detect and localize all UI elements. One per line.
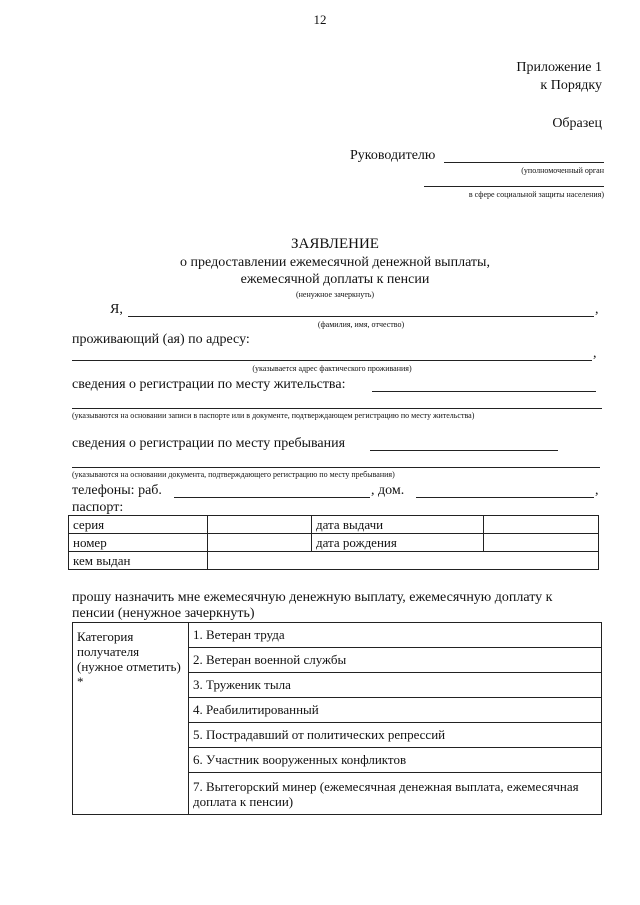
passport-issued-by-label: кем выдан [69, 552, 208, 570]
title-line3: ежемесячной доплаты к пенсии [240, 272, 430, 287]
address-hint: (указывается адрес фактического проживания) [252, 364, 412, 373]
reg-stay-line1[interactable] [370, 450, 558, 451]
passport-issued-by-value[interactable] [208, 552, 599, 570]
phone-work-line[interactable] [174, 497, 370, 498]
sample-label: Образец [552, 116, 602, 131]
category-option-1[interactable]: 1. Ветеран труда [189, 623, 602, 648]
passport-series-value[interactable] [208, 516, 312, 534]
i-comma: , [595, 302, 599, 317]
reg-stay-line2[interactable] [72, 467, 600, 468]
category-option-6[interactable]: 6. Участник вооруженных конфликтов [189, 748, 602, 773]
reg-residence-label: сведения о регистрации по месту жительства: [72, 377, 346, 392]
address-comma: , [593, 346, 597, 361]
title-note: (ненужное зачеркнуть) [295, 290, 375, 299]
reg-residence-line2[interactable] [72, 408, 602, 409]
address-label: проживающий (ая) по адресу: [72, 332, 250, 347]
phones-label: телефоны: раб. [72, 483, 162, 498]
fio-hint: (фамилия, имя, отчество) [317, 320, 405, 329]
title-line2: о предоставлении ежемесячной денежной выплаты, [180, 255, 490, 270]
request-line1: прошу назначить мне ежемесячную денежную выплату, ежемесячную доплату к [72, 590, 553, 605]
reg-residence-hint: (указываются на основании записи в паспорте или в документе, подтверждающем регистрацию по месту жительства) [72, 411, 475, 420]
passport-number-label: номер [69, 534, 208, 552]
phone-home-label: , дом. [371, 483, 405, 498]
passport-issue-date-value[interactable] [484, 516, 599, 534]
head-hint2: в сфере социальной защиты населения) [468, 190, 604, 199]
head-hint1: (уполномоченный орган [521, 166, 604, 175]
fio-line[interactable] [128, 316, 594, 317]
request-line2: пенсии (ненужное зачеркнуть) [72, 606, 255, 621]
head-name-line [444, 162, 604, 163]
reg-stay-hint: (указываются на основании документа, подтверждающего регистрацию по месту пребывания) [72, 470, 395, 479]
reg-residence-line1[interactable] [372, 391, 596, 392]
category-option-5[interactable]: 5. Пострадавший от политических репрессий [189, 723, 602, 748]
category-option-2[interactable]: 2. Ветеран военной службы [189, 648, 602, 673]
passport-label: паспорт: [72, 500, 124, 515]
passport-table [68, 515, 599, 570]
category-option-3[interactable]: 3. Труженик тыла [189, 673, 602, 698]
phones-comma: , [595, 483, 599, 498]
head-label: Руководителю [350, 148, 436, 163]
category-label: Категория получателя (нужное отметить) * [73, 623, 189, 815]
phone-home-line[interactable] [416, 497, 594, 498]
category-option-7[interactable]: 7. Вытегорский минер (ежемесячная денежная выплата, ежемесячная доплата к пенсии) [189, 773, 602, 815]
category-table [72, 622, 602, 815]
appendix-line2: к Порядку [540, 78, 602, 93]
passport-number-value[interactable] [208, 534, 312, 552]
passport-birth-date-label: дата рождения [312, 534, 484, 552]
form-title: ЗАЯВЛЕНИЕ [291, 236, 379, 252]
category-option-4[interactable]: 4. Реабилитированный [189, 698, 602, 723]
passport-series-label: серия [69, 516, 208, 534]
passport-birth-date-value[interactable] [484, 534, 599, 552]
page-number: 12 [313, 12, 327, 27]
head-org-line [424, 186, 604, 187]
reg-stay-label: сведения о регистрации по месту пребывания [72, 436, 346, 451]
address-line[interactable] [72, 360, 592, 361]
i-label: Я, [110, 302, 123, 317]
appendix-line1: Приложение 1 [516, 60, 602, 75]
passport-issue-date-label: дата выдачи [312, 516, 484, 534]
